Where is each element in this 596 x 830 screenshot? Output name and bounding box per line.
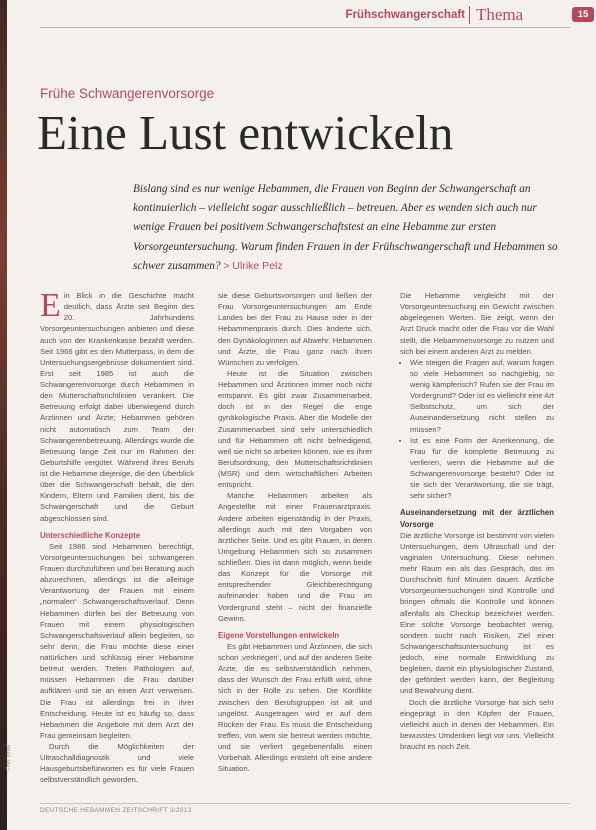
text-column-1 (40, 287, 194, 785)
paragraph: Die ärztliche Vorsorge ist bestimmt von vielen Untersuchungen, dem Ultraschall und der vaginalen Untersuchung. Diese nehmen mehr Raum ein als das Gespräch, das im Durchschnitt fünf Minuten dauert. Ärztliche Vorsorgeuntersuchungen sind Kontrolle und bringen oftmals die Kontrolle und können allenfalls als Checkup bezeichnet werden. Eine solche Vorsorge beobachtet wenig, sondern sucht nach Risiken, Ziel einer Schwangerschaftsuntersuchung ist es jedoch, eine normale Entwicklung zu begleiten, damit ein physiologischer Zustand, der gefördert werden kann, der Begleitung und Bewahrung dient. (400, 530, 554, 696)
footer-rule (40, 803, 570, 804)
article-author: > Ulrike Pelz (223, 259, 283, 272)
bullet-list (400, 357, 554, 502)
header-section: Thema (476, 5, 524, 24)
paragraph: Heute ist die Situation zwischen Hebammen und Ärztinnen immer noch nicht entspannt. Es gibt zwar Zusammenarbeit, doch ist in der Regel die enge gynäkologische Praxis. Aber die Modelle der Zusammenarbeit sind sehr unterschiedlich und für Hebammen oft nicht befriedigend, weil sie nicht so arbeiten können, wie es ihrer Berufsordnung, den Mutterschaftsrichtlinien (MSR) und dem wirtschaftlichen Arbeiten entspricht. (218, 368, 372, 490)
paragraph: Die Hebamme vergleicht mit der Vorsorgeuntersuchung ein Gewicht zwischen abgelegenen Werten. Sie zeigt, wenn der Arzt Druck macht oder die Frau vor die Wahl stellt, die Hebammenvorsorge zu nutzen und sich bei einem anderen Arzt zu melden. (400, 291, 554, 356)
article-kicker: Frühe Schwangerenvorsorge (40, 86, 215, 101)
article-lead (133, 180, 558, 276)
paragraph: Seit 1986 sind Hebammen berechtigt, Vorsorgeuntersuchungen bei schwangeren Frauen durchzuführen und bei Beratung auch abzurechnen, allerdings ist die alleinige Verantwortung der Frauen mit einem „normalen“ Schwangerschaftsverlauf. Denn Hebammen dürfen bei der Betreuung von Frauen mit einem physiologischen Schwangerschaftsverlauf allein begleiten, so sehr denn, die Frau möchte diese einer natürlichen und schlüssig einer Hebamme betreut werden. Treten Pathologien auf, müssen Hebammen die Frau darüber aufklären und sie an einen Arzt verweisen. Die Frau ist allerdings frei in ihrer Entscheidung. Heute ist es häufig so, dass Hebammen die Angebote mit dem Arzt der Frau gemeinsam begleiten. (40, 541, 194, 740)
paragraph (40, 287, 194, 524)
article-title: Eine Lust entwickeln (37, 105, 454, 160)
header-rule (40, 27, 570, 28)
paragraph: sie diese Geburtsvorsorgen und ließen der Frau Vorsorgeuntersuchungen am Ende Landes bei der Frau zu Hause oder in der Hebammenpraxis durch. Dies änderte sich, den Gynäkologinnen auf Abwehr. Hebammen und Ärzte, die Frau ganz nach ihren Wünschen zu verfolgen. (218, 291, 372, 367)
paragraph: Es gibt Hebammen und Ärztinnen, die sich schon ‚verkriegen‘, und auf der anderen Seite Ärzte, die es selbstverständlich nehmen, dass der Wunsch der Frau erfüllt wird, ohne sich in der Rolle zu sehen. Die Konflikte zwischen den Berufsgruppen ist alt und ungelöst. Ausgetragen wird er auf dem Rücken der Frau. Es muss die Entscheidung treffen, von wem sie betreut werden möchte, und sie verliert gegebenenfalls einen Vorbehalt. Allerdings entsteht oft eine andere Situation. (218, 641, 372, 774)
paragraph-text: in Blick in die Geschichte macht deutlich, dass Ärzte seit Beginn des 20. Jahrhunderts Vorsorgeuntersuchungen anbieten und diese auch von der Krankenkasse bezahlt werden. Seit 1966 gibt es den Mutterpass, in dem die Untersuchungsergebnisse dokumentiert sind. Erst seit 1985 ist auch die Schwangerenvorsorge durch Hebammen in den Mutterschaftsrichtlinien verankert. Die Betreuung erfolgt dabei überwiegend durch Ärztinnen und Ärzte; Hebammen gehören nicht automatisch zum Team der Schwangerenbetreuung. Allerdings wurde die Betreuung lange Zeit nur im Rahmen der Geburtshilfe vergütet. Während ihres Berufs ist die Hebamme diejenige, die den Überblick über die Schwangerschaft behält, die den Kindern, Eltern und Familien dient, bis die Schwangerschaft und die Geburt abgeschlossen sind. (40, 291, 194, 523)
drop-cap: E (40, 287, 61, 324)
footer-text: DEUTSCHE HEBAMMEN ZEITSCHRIFT 3/2013 (40, 807, 192, 814)
paragraph: Manche Hebammen arbeiten als Angestellte mit einer Frauenarztpraxis. Andere arbeiten eigenständig in der Praxis, allerdings auch mit den Vorgaben von ärztlicher Seite. Und es gibt Frauen, in deren Umgebung Hebammen sich so zusammen schließen. Dies ist dann möglich, wenn beide das Konzept für die Vorsorge mit entsprechender Gleichberechtigung aufeinander haben und die Frau im Vordergrund steht – nicht der finanzielle Gewinn. (218, 491, 372, 623)
lead-text: Bislang sind es nur wenige Hebammen, die Frauen von Beginn der Schwangerschaft an kontinuierlich – vielleicht sogar ausschließlich – betreuen. Aber es wenden sich auch nur wenige Frauen bei positivem Schwangerschaftstest an eine Hebamme zur ersten Vorsorgeuntersuchung. Warum finden Frauen in der Frühschwangerschaft und Hebammen so schwer zusammen? (133, 183, 558, 272)
photo-credit: Foto: privat (6, 744, 12, 770)
list-item: • Ist es eine Form der Anerkennung, die Frau für die komplette Betreuung zu verlieren, wenn die Hebamme auf die Schwangerenvorsorge besteht? Oder ist sie sich der Verantwortung, die sie trägt, sehr sicher? (410, 435, 554, 502)
subheading: Auseinandersetzung mit der ärztlichen Vorsorge (400, 508, 554, 529)
header-separator (469, 6, 470, 24)
header-topic: Frühschwangerschaft (345, 9, 465, 21)
list-item: • Wie steigen die Fragen auf, warum fragen so viele Hebammen so nachgiebig, so wenig kämpferisch? Rufen sie der Frau im Vordergrund? Oder ist es vielleicht eine Art Selbstschutz, um sich der Auseinandersetzung nicht stellen zu müssen? (410, 357, 554, 435)
subheading: Eigene Vorstellungen entwickeln (218, 630, 340, 640)
text-column-2 (218, 290, 372, 774)
page-number-badge: 15 (572, 7, 594, 22)
subheading: Unterschiedliche Konzepte (40, 530, 141, 540)
paragraph: Doch die ärztliche Vorsorge hat sich sehr eingeprägt in den Köpfen der Frauen, vielleicht auch in denen der Hebammen. Ein bewusstes Umdenken liegt vor uns. Vielleicht braucht es noch Zeit. (400, 697, 554, 751)
paragraph: Durch die Möglichkeiten der Ultraschalldiagnostik und viele Hausgeburtsbefürworten es für viele Frauen selbstverständlich geworden. (40, 742, 194, 785)
text-column-3 (400, 290, 554, 775)
